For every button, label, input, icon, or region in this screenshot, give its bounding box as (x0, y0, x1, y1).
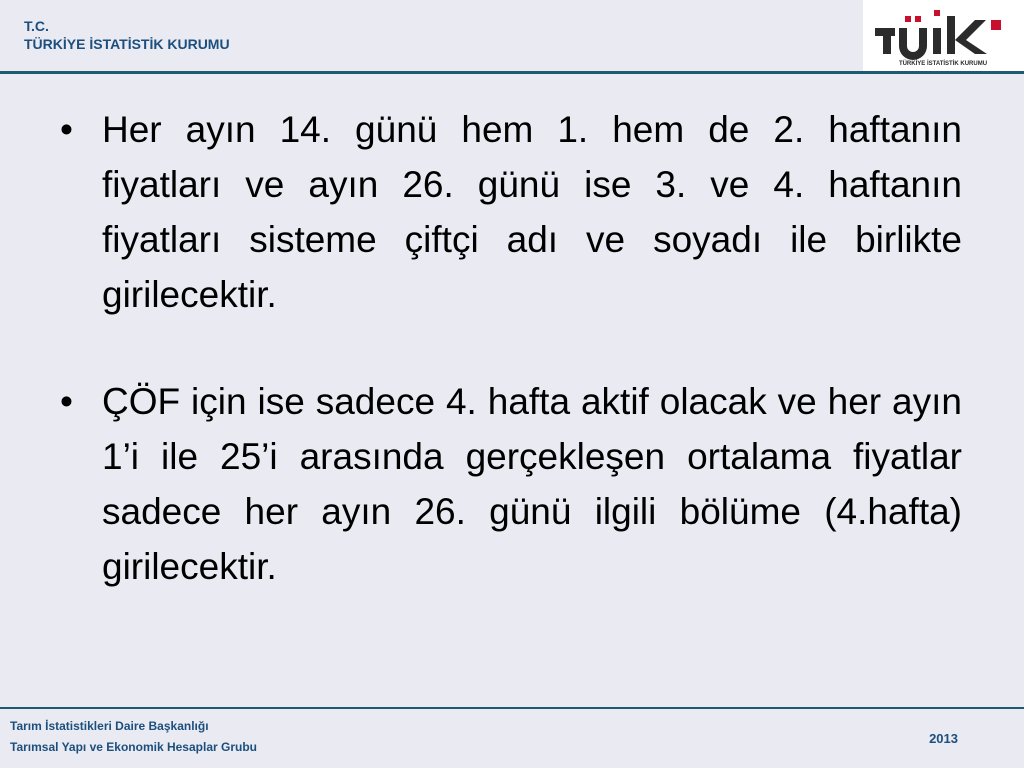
footer-line-2: Tarımsal Yapı ve Ekonomik Hesaplar Grubu (10, 740, 257, 754)
bullet-icon: • (60, 109, 73, 150)
organization-name (24, 17, 230, 53)
footer-department (10, 716, 257, 758)
logo-subtitle-text: TÜRKİYE İSTATİSTİK KURUMU (898, 61, 988, 67)
header-divider (0, 71, 1024, 74)
slide-header (0, 0, 1024, 72)
footer-divider (0, 707, 1024, 709)
org-line-tc: T.C. (24, 18, 49, 34)
tuik-logo-graphic (863, 0, 1024, 71)
bullet-text: ÇÖF için ise sadece 4. hafta aktif olacak ve her ayın 1’i ile 25’i arasında gerçekleşen ortalama fiyatlar sadece her ayın 26. günü ilgili bölüme (4.hafta) girilecektir. (102, 381, 962, 587)
slide-content (60, 102, 962, 646)
org-line-tuik: TÜRKİYE İSTATİSTİK KURUMU (24, 36, 230, 52)
footer-line-1: Tarım İstatistikleri Daire Başkanlığı (10, 719, 209, 733)
bullet-icon: • (60, 381, 73, 422)
tuik-logo (863, 0, 1024, 71)
footer-year: 2013 (929, 731, 958, 746)
bullet-item (60, 374, 962, 594)
bullet-text: Her ayın 14. günü hem 1. hem de 2. haftanın fiyatları ve ayın 26. günü ise 3. ve 4. haftanın fiyatları sisteme çiftçi adı ve soyadı ile birlikte girilecektir. (102, 109, 962, 315)
bullet-item (60, 102, 962, 322)
